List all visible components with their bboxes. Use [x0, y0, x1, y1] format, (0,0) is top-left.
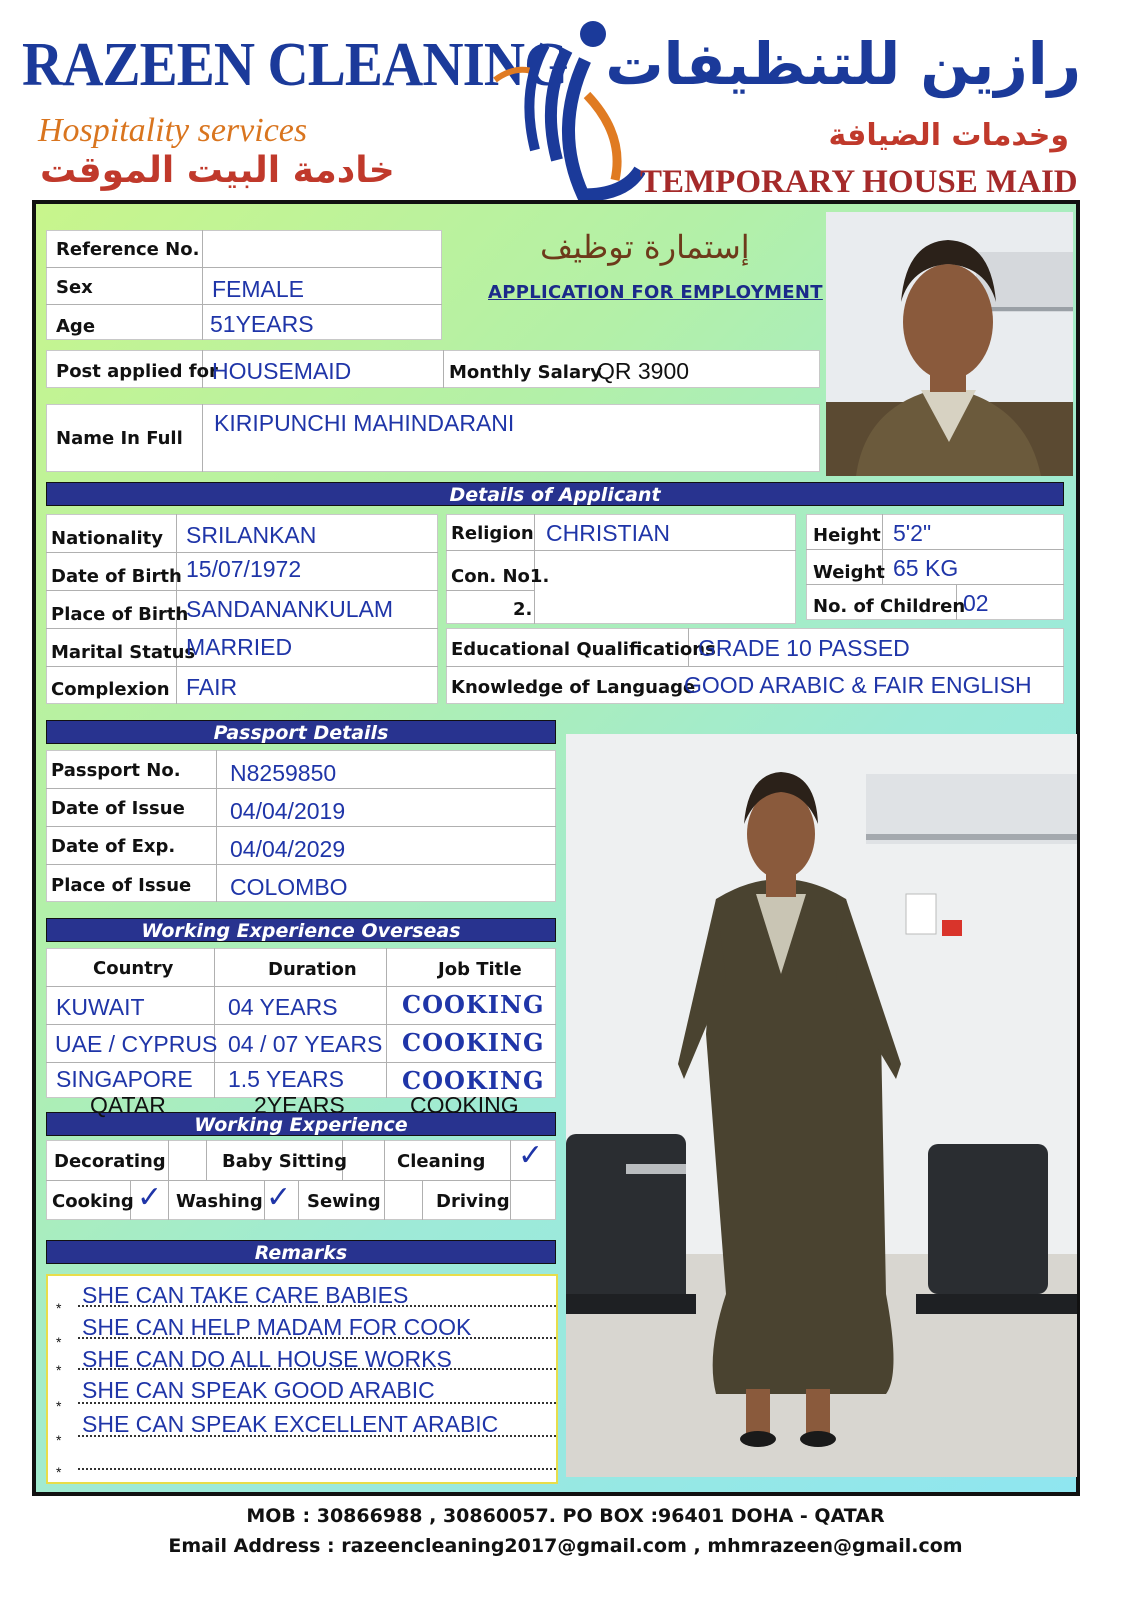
dob-value: 15/07/1972	[186, 556, 302, 582]
expiry-date-label: Date of Exp.	[51, 836, 176, 857]
washing-check-icon: ✓	[266, 1180, 292, 1215]
age-label: Age	[56, 316, 96, 337]
brand-name: RAZEEN CLEANING	[22, 31, 568, 99]
bullet: *	[56, 1432, 62, 1448]
skill-decorating: Decorating	[54, 1151, 166, 1172]
marital-value: MARRIED	[186, 634, 293, 660]
col-duration: Duration	[268, 959, 357, 980]
skill-baby-sitting: Baby Sitting	[222, 1151, 347, 1172]
education-label: Educational Qualifications	[451, 639, 716, 660]
row-1-country: KUWAIT	[56, 994, 145, 1020]
complexion-label: Complexion	[51, 679, 170, 700]
issue-date-value: 04/04/2019	[230, 798, 346, 824]
row-2-duration: 04 / 07 YEARS	[228, 1031, 383, 1057]
age-value: 51YEARS	[210, 311, 314, 337]
brand-name-arabic: رازين للتنظيفات	[605, 30, 1081, 98]
reference-label: Reference No.	[56, 239, 200, 260]
language-label: Knowledge of Language	[451, 677, 696, 698]
row-3-job: COOKING	[402, 1066, 545, 1095]
row-3-duration: 1.5 YEARS	[228, 1066, 344, 1092]
applicant-full-photo	[566, 734, 1077, 1477]
issue-date-label: Date of Issue	[51, 798, 185, 819]
remarks-bar: Remarks	[46, 1240, 556, 1264]
language-value: GOOD ARABIC & FAIR ENGLISH	[684, 672, 1032, 698]
details-bar: Details of Applicant	[46, 482, 1064, 506]
cooking-check-icon: ✓	[137, 1180, 163, 1215]
skills-bar: Working Experience	[46, 1112, 556, 1136]
pob-label: Place of Birth	[51, 604, 189, 625]
height-value: 5'2"	[893, 520, 932, 546]
brand-arabic-subtitle: خادمة البيت الموقت	[40, 150, 395, 191]
overseas-bar: Working Experience Overseas	[46, 918, 556, 942]
name-label: Name In Full	[56, 428, 183, 449]
contact-1-label: Con. No1.	[451, 566, 550, 587]
brand-subtitle: Hospitality services	[38, 112, 308, 149]
remark-2: SHE CAN HELP MADAM FOR COOK	[82, 1314, 472, 1340]
bullet: *	[56, 1300, 62, 1316]
row-1-duration: 04 YEARS	[228, 994, 338, 1020]
bullet: *	[56, 1362, 62, 1378]
remark-3: SHE CAN DO ALL HOUSE WORKS	[82, 1346, 452, 1372]
remark-5: SHE CAN SPEAK EXCELLENT ARABIC	[82, 1411, 499, 1437]
service-title: TEMPORARY HOUSE MAID	[640, 164, 1078, 200]
weight-label: Weight	[813, 562, 885, 583]
bullet: *	[56, 1398, 62, 1414]
religion-value: CHRISTIAN	[546, 520, 670, 546]
col-job-title: Job Title	[438, 959, 522, 980]
row-2-country: UAE / CYPRUS	[55, 1031, 218, 1057]
salary-value: QR 3900	[597, 358, 690, 384]
bullet: *	[56, 1334, 62, 1350]
expiry-date-value: 04/04/2029	[230, 836, 346, 862]
applicant-portrait-photo	[826, 212, 1073, 476]
children-label: No. of Children	[813, 596, 966, 617]
passport-no-label: Passport No.	[51, 760, 181, 781]
salary-label: Monthly Salary	[449, 362, 602, 383]
height-label: Height	[813, 525, 881, 546]
footer-contact: MOB : 30866988 , 30860057. PO BOX :96401 DOHA - QATAR	[246, 1505, 885, 1527]
form-title: APPLICATION FOR EMPLOYMENT	[488, 282, 823, 303]
nationality-label: Nationality	[51, 528, 163, 549]
sex-label: Sex	[56, 277, 93, 298]
row-4-duration: 2YEARS	[254, 1092, 345, 1118]
bullet: *	[56, 1464, 62, 1480]
col-country: Country	[93, 958, 174, 979]
skill-cooking: Cooking	[52, 1191, 134, 1212]
dob-label: Date of Birth	[51, 566, 182, 587]
weight-value: 65 KG	[893, 555, 959, 581]
cleaning-check-icon: ✓	[518, 1138, 544, 1173]
remark-4: SHE CAN SPEAK GOOD ARABIC	[82, 1377, 435, 1403]
name-value: KIRIPUNCHI MAHINDARANI	[214, 410, 515, 436]
row-1-job: COOKING	[402, 990, 545, 1019]
brand-subtitle-arabic: وخدمات الضيافة	[828, 118, 1069, 153]
post-label: Post applied for	[56, 361, 218, 382]
footer-email: Email Address : razeencleaning2017@gmail.com , mhmrazeen@gmail.com	[168, 1535, 963, 1557]
row-4-job: COOKING	[410, 1092, 519, 1118]
form-title-arabic: إستمارة توظيف	[540, 228, 750, 266]
marital-label: Marital Status	[51, 642, 196, 663]
passport-bar: Passport Details	[46, 720, 556, 744]
row-3-country: SINGAPORE	[56, 1066, 193, 1092]
children-value: 02	[963, 590, 989, 616]
pob-value: SANDANANKULAM	[186, 596, 394, 622]
skill-sewing: Sewing	[307, 1191, 381, 1212]
skill-driving: Driving	[436, 1191, 510, 1212]
issue-place-value: COLOMBO	[230, 874, 348, 900]
education-value: GRADE 10 PASSED	[698, 635, 910, 661]
remark-1: SHE CAN TAKE CARE BABIES	[82, 1282, 409, 1308]
skill-washing: Washing	[176, 1191, 263, 1212]
nationality-value: SRILANKAN	[186, 522, 317, 548]
sex-value: FEMALE	[212, 276, 305, 302]
contact-2-label: 2.	[513, 599, 533, 620]
issue-place-label: Place of Issue	[51, 875, 192, 896]
complexion-value: FAIR	[186, 674, 238, 700]
religion-label: Religion	[451, 523, 534, 544]
passport-no-value: N8259850	[230, 760, 337, 786]
skill-cleaning: Cleaning	[397, 1151, 486, 1172]
post-value: HOUSEMAID	[212, 358, 352, 384]
row-4-country: QATAR	[90, 1092, 166, 1118]
row-2-job: COOKING	[402, 1028, 545, 1057]
